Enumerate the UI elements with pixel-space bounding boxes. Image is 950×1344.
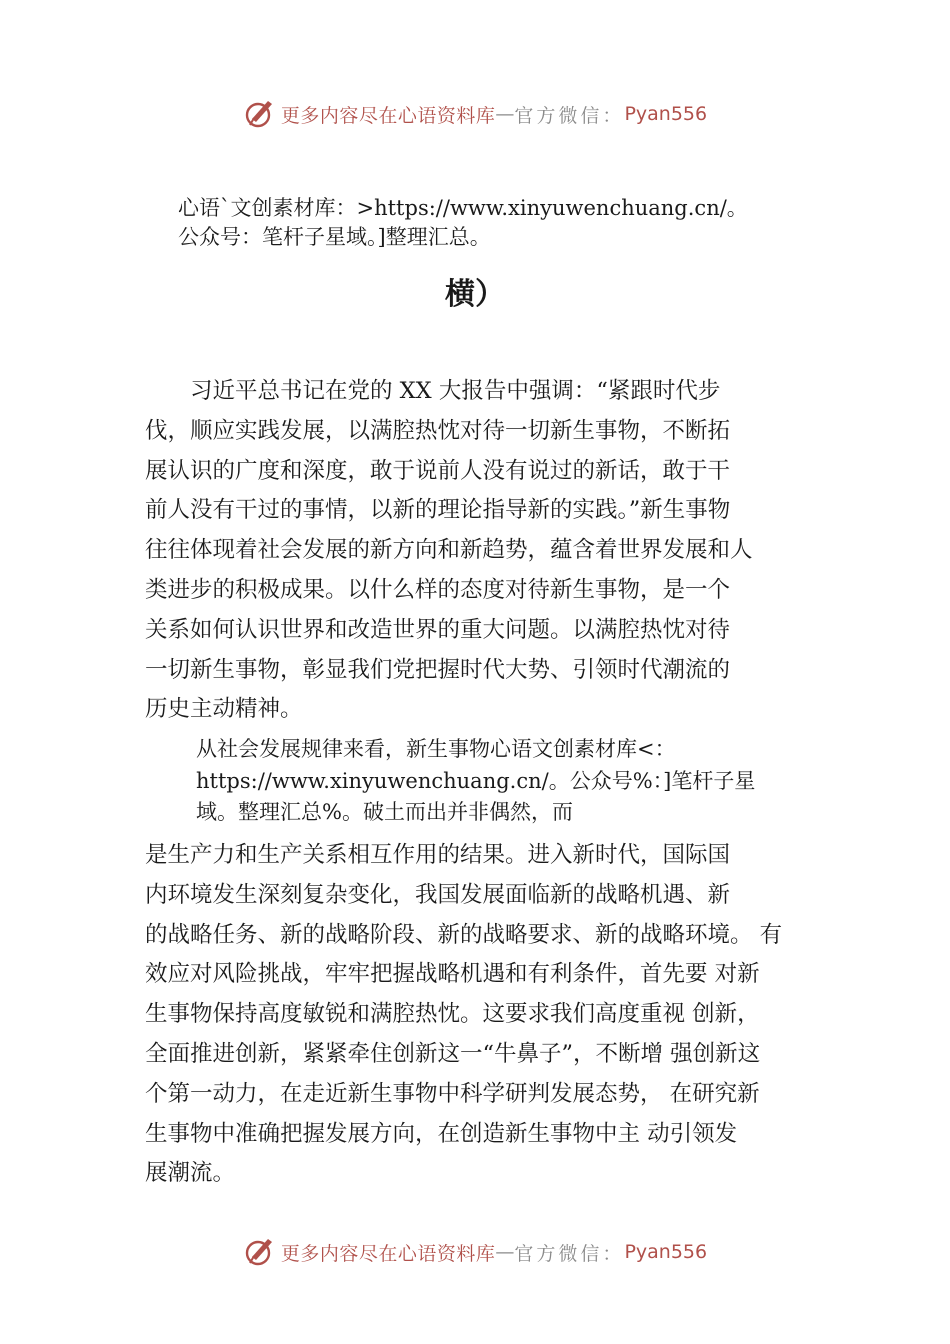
banner-dash: —: [495, 1241, 515, 1263]
text-line: 的战略任务、新的战略阶段、新的战略要求、新的战略环境。 有: [145, 921, 783, 948]
text-line: 类进步的积极成果。以什么样的态度对待新生事物，是一个: [145, 576, 731, 603]
text-line: 展潮流。: [145, 1160, 236, 1187]
text-line: 前人没有干过的事情，以新的理论指导新的实践。”新生事物: [145, 497, 731, 524]
text-line: 历史主动精神。: [145, 696, 303, 723]
banner-text: 更多内容尽在心语资料库: [280, 104, 496, 127]
ad-mid-line-2: https://www.xinyuwenchuang.cn/。公众号%：]笔杆子星: [196, 769, 756, 793]
quill-seal-logo-icon: [243, 1235, 277, 1269]
quill-seal-logo-icon: [243, 97, 277, 131]
text-line: 效应对风险挑战，牢牢把握战略机遇和有利条件，首先要 对新: [145, 961, 760, 988]
footer-watermark-banner: [0, 1232, 950, 1272]
text-line: 生事物中准确把握发展方向，在创造新生事物中主 动引领发: [145, 1120, 738, 1147]
text-line: 一切新生事物，彰显我们党把握时代大势、引领时代潮流的: [145, 656, 731, 683]
ad-mid-line-3: 域。整理汇总%。破土而出并非偶然，而: [196, 800, 573, 824]
ad-mid-line-1: 从社会发展规律来看，新生事物心语文创素材库<：: [196, 737, 676, 761]
text-line: 生事物保持高度敏锐和满腔热忱。这要求我们高度重视 创新，: [145, 1001, 760, 1028]
text-line: 全面推进创新，紧紧牵住创新这一“牛鼻子”，不断增 强创新这: [145, 1040, 761, 1067]
banner-dash: —: [495, 103, 515, 125]
banner-text: 更多内容尽在心语资料库: [280, 1242, 496, 1265]
ad-top-line-1: 心语`文创素材库：>https://www.xinyuwenchuang.cn/。: [178, 196, 748, 220]
banner-weixin-id: Pyan556: [624, 1241, 708, 1263]
text-line: 习近平总书记在党的 XX 大报告中强调：“紧跟时代步: [145, 378, 721, 404]
banner-weixin-id: Pyan556: [624, 103, 708, 125]
banner-weixin-label: 官方微信：: [514, 104, 625, 127]
banner-weixin-label: 官方微信：: [514, 1242, 625, 1265]
text-line: 展认识的广度和深度，敢于说前人没有说过的新话，敢于干: [145, 457, 731, 484]
page-title: 横）: [445, 277, 505, 312]
body-paragraph-2: [145, 836, 807, 1194]
text-line: 关系如何认识世界和改造世界的重大问题。以满腔热忱对待: [145, 616, 731, 643]
body-paragraph-1: [145, 372, 807, 730]
text-line: 伐，顺应实践发展，以满腔热忱对待一切新生事物，不断拓: [145, 417, 731, 444]
text-line: 个第一动力，在走近新生事物中科学研判发展态势， 在研究新: [145, 1080, 760, 1107]
ad-top-line-2: 公众号：笔杆子星域。]整理汇总。: [178, 225, 491, 249]
header-watermark-banner: [0, 94, 950, 134]
text-line: 是生产力和生产关系相互作用的结果。进入新时代，国际国: [145, 842, 731, 868]
text-line: 内环境发生深刻复杂变化，我国发展面临新的战略机遇、新: [145, 881, 731, 908]
text-line: 往往体现着社会发展的新方向和新趋势，蕴含着世界发展和人: [145, 537, 753, 564]
